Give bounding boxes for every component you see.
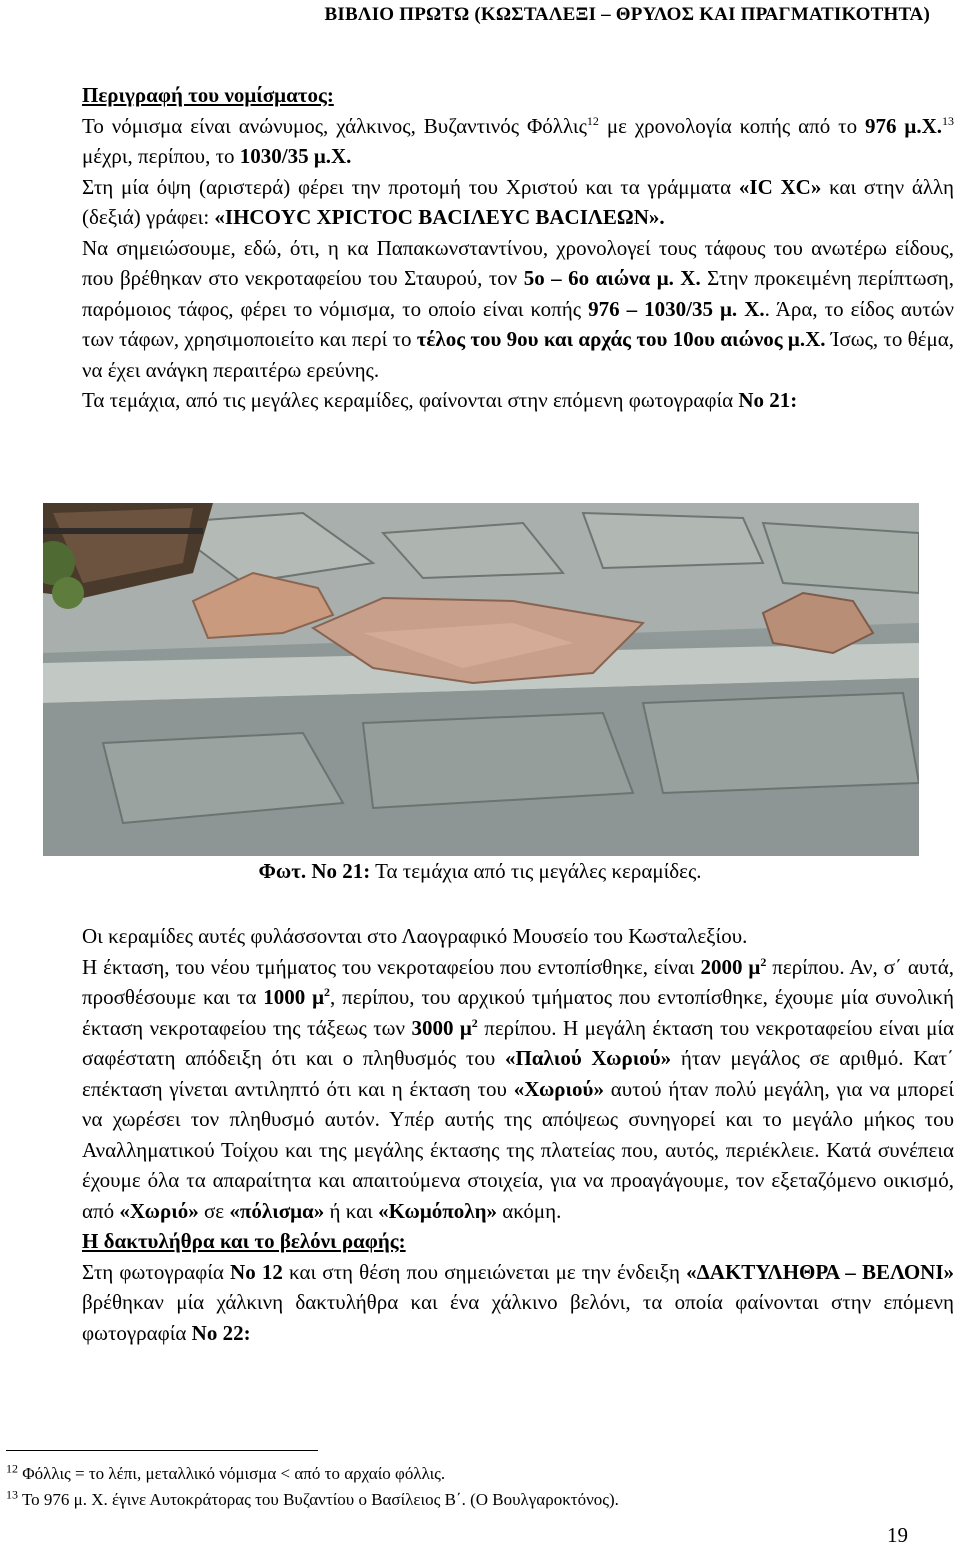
paragraph: Τα τεμάχια, από τις μεγάλες κεραμίδες, φαίνονται στην επόμενη φωτογραφία Νο 21:: [82, 388, 798, 412]
paragraph: Η έκταση, του νέου τμήματος του νεκροταφείου που εντοπίσθηκε, είναι 2000 $\mu^2$ περίπου. Αν, σ΄ αυτά, προσθέσουμε και τα 1000 $\mu^2$, περίπου, του αρχικού τμήματος που εντοπίσθηκε, έχουμε μία συνολική έκταση νεκροταφείου της τάξεως των 3000 $\mu^2$ περίπου. Η μεγάλη έκταση του νεκροταφείου είναι μία σαφέστατη απόδειξη ότι και ο πληθυσμός του «Παλιού Χωριού» ήταν μεγάλος σε αριθμό. Κατ΄ επέκταση γίνεται αντιληπτό ότι και η έκταση του «Χωριού» αυτού ήταν πολύ μεγάλη, για να μπορεί να χωρέσει τον πληθυσμό αυτόν. Υπέρ αυτής της απόψεως συνηγορεί και το μεγάλο μήκος του Αναλληματικού Τοίχου και της μεγάλης έκτασης της πλατείας που, αυτός, περιέκλειε. Κατά συνέπεια έχουμε όλα τα απαραίτητα και απαιτούμενα στοιχεία, για να προαγάγουμε, τον εξεταζόμενο οικισμό, από «Χωριό» σε «πόλισμα» ή και «Κωμόπολη» ακόμη.: [82, 954, 955, 1223]
paragraph: Να σημειώσουμε, εδώ, ότι, η κα Παπακωνσταντίνου, χρονολογεί τους τάφους του ανωτέρω είδους, που βρέθηκαν στο νεκροταφείου του Σταυρού, τον 5ο – 6ο αιώνα μ. Χ. Στην προκειμένη περίπτωση, παρόμοιος τάφος, φέρει το νόμισμα, το οποίο είναι κοπής 976 – 1030/35 μ. Χ.. Άρα, το είδος αυτών των τάφων, χρησιμοποιείτο και περί το τέλος του 9ου και αρχάς του 10ου αιώνος μ.Χ. Ίσως, το θέμα, να έχει ανάγκη περαιτέρω ερεύνης.: [82, 235, 955, 382]
footnote-ref-13[interactable]: 13: [942, 113, 954, 128]
footnote-separator: [6, 1450, 318, 1451]
footnote-ref-12[interactable]: 12: [586, 113, 599, 128]
section-heading-thimble: Η δακτυλήθρα και το βελόνι ραφής:: [82, 1229, 406, 1253]
paragraph: Στη φωτογραφία Νο 12 και στη θέση που σημειώνεται με την ένδειξη «ΔΑΚΤΥΛΗΘΡΑ – ΒΕΛΟΝΙ» βρέθηκαν μία χάλκινη δακτυλήθρα και ένα χάλκινο βελόνι, τα οποία φαίνονται στην επόμενη φωτογραφία Νο 22:: [82, 1259, 954, 1345]
section-heading-coin: Περιγραφή του νομίσματος:: [82, 83, 334, 107]
photo-roof-tile-fragments: [43, 503, 919, 856]
running-header: ΒΙΒΛΙΟ ΠΡΩΤΩ (ΚΩΣΤΑΛΕΞΙ – ΘΡΥΛΟΣ ΚΑΙ ΠΡΑΓΜΑΤΙΚΟΤΗΤΑ): [324, 4, 930, 25]
paragraph: Οι κεραμίδες αυτές φυλάσσονται στο Λαογραφικό Μουσείο του Κωσταλεξίου.: [82, 924, 748, 948]
photo-illustration: [43, 503, 919, 856]
footnote-13: $^{13}$ Το 976 μ. Χ. έγινε Αυτοκράτορας του Βυζαντίου ο Βασίλειος Β΄. (Ο Βουλγαροκτόνος).: [6, 1487, 619, 1509]
photo-caption: Φωτ. Νο 21: Τα τεμάχια από τις μεγάλες κεραμίδες.: [258, 859, 702, 883]
footnote-12: $^{12}$ Φόλλις = το λέπι, μεταλλικό νόμισμα < από το αρχαίο φόλλις.: [6, 1461, 446, 1483]
paragraph: Στη μία όψη (αριστερά) φέρει την προτομή του Χριστού και τα γράμματα «IC XC» και στην άλλη (δεξιά) γράφει: «IHCOYC XPICTOC ΒΑCΙΛΕΥC ΒΑCΙΛΕΩΝ».: [82, 174, 955, 229]
page-number: 19: [887, 1523, 908, 1547]
coin-description-section: [6, 80, 954, 416]
footnotes: [6, 1461, 619, 1513]
cemetery-section: [6, 921, 954, 1348]
paragraph: Το νόμισμα είναι ανώνυμος, χάλκινος, Βυζαντινός Φόλλις$^{12}$ με χρονολογία κοπής από το 976 μ.Χ.$^{13}$ μέχρι, περίπου, το 1030/35 μ.Χ.: [82, 113, 954, 168]
